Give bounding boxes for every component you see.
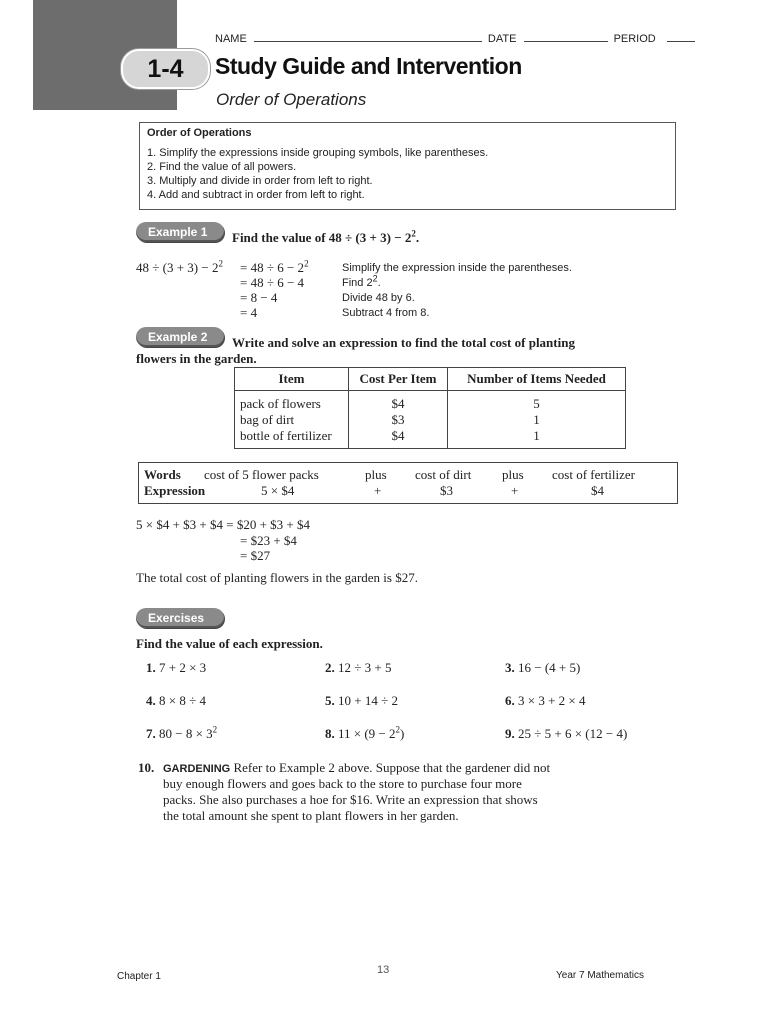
table-cell: $4 — [349, 428, 448, 449]
exercise-item: 7. $80 - 8 \times 3^2$ — [146, 724, 218, 741]
student-info-line — [215, 31, 695, 45]
exercise-item: 5. 10 + 14 ÷ 2 — [325, 693, 398, 708]
words-cell: cost of dirt — [415, 467, 472, 482]
example-1-step-lhs: $48 \div (3 + 3) - 2^2$ — [136, 258, 223, 275]
expression-cell: 5 × $4 — [261, 483, 295, 498]
rule-item: 2. Find the value of all powers. — [147, 161, 297, 173]
footer-chapter: Chapter 1 — [117, 971, 161, 982]
example-1-step: = 4 — [240, 305, 258, 320]
words-label: Words — [144, 467, 181, 482]
exercises-label: Exercises — [136, 608, 224, 628]
rule-item: 1. Simplify the expressions inside grouping symbols, like parentheses. — [147, 147, 489, 159]
exercise-item: 9. 25 ÷ 5 + 6 × (12 − 4) — [505, 726, 628, 741]
solution-line: = $23 + $4 — [240, 533, 297, 548]
example-1-note: Find $2^2$. — [342, 273, 381, 289]
rules-heading: Order of Operations — [147, 127, 252, 139]
exercise-item: 6. 3 × 3 + 2 × 4 — [505, 693, 586, 708]
expression-cell: + — [374, 483, 382, 498]
table-cell: pack of flowers — [235, 391, 349, 413]
table-cell: 1 — [448, 412, 626, 428]
table-row — [235, 428, 626, 449]
expression-cell: $4 — [591, 483, 604, 498]
rules-box — [139, 122, 676, 210]
solution-line: = $27 — [240, 548, 271, 563]
exercise-10-number: 10. — [138, 760, 155, 775]
period-label: PERIOD — [613, 33, 656, 45]
footer-course: Year 7 Mathematics — [556, 970, 645, 981]
date-label: DATE — [487, 33, 517, 45]
words-expression-box — [138, 462, 678, 504]
example-1-prompt: Find the value of $48 \div (3 + 3) - 2^2$. — [232, 228, 420, 245]
exercise-item: 4. 8 × 8 ÷ 4 — [146, 693, 206, 708]
conclusion-text: The total cost of planting flowers in the garden is $27. — [136, 570, 418, 585]
period-blank — [667, 31, 695, 42]
exercise-item: 2. 12 ÷ 3 + 5 — [325, 660, 392, 675]
table-row — [235, 391, 626, 413]
example-1-label: Example 1 — [136, 222, 224, 242]
exercise-10-line1: GARDENING Refer to Example 2 above. Suppose that the gardener did not — [163, 760, 551, 775]
lesson-number-badge: 1-4 — [121, 49, 210, 89]
example-1-step: = 8 − 4 — [240, 290, 278, 305]
exercise-10-line2: buy enough flowers and goes back to the store to purchase four more — [163, 776, 522, 791]
expression-cell: $3 — [440, 483, 453, 498]
table-cell: 1 — [448, 428, 626, 449]
example-1-note: Divide 48 by 6. — [342, 292, 415, 304]
example-1-note: Subtract 4 from 8. — [342, 307, 430, 319]
cost-table — [234, 367, 626, 449]
page-subtitle: Order of Operations — [216, 90, 367, 109]
name-blank — [254, 31, 482, 42]
words-cell: cost of fertilizer — [552, 467, 636, 482]
rule-item: 4. Add and subtract in order from left to right. — [147, 189, 365, 201]
table-cell: $3 — [349, 412, 448, 428]
table-header: Cost Per Item — [349, 368, 448, 391]
table-cell: bottle of fertilizer — [235, 428, 349, 449]
words-cell: plus — [365, 467, 387, 482]
expression-cell: + — [511, 483, 519, 498]
rule-item: 3. Multiply and divide in order from left to right. — [147, 175, 373, 187]
name-label: NAME — [215, 33, 247, 45]
example-2-prompt-line2: flowers in the garden. — [136, 351, 257, 366]
table-header: Number of Items Needed — [448, 368, 626, 391]
exercise-10-tag: GARDENING — [163, 763, 231, 775]
table-cell: $4 — [349, 391, 448, 413]
table-header: Item — [235, 368, 349, 391]
exercise-10-line3: packs. She also purchases a hoe for $16. Write an expression that shows — [163, 792, 538, 807]
exercise-item: 8. $11 \times (9 - 2^2)$ — [325, 724, 405, 741]
table-header-row — [235, 368, 626, 391]
solution-line: 5 × $4 + $3 + $4 = $20 + $3 + $4 — [136, 517, 310, 532]
example-1-step: = 48 ÷ 6 − 4 — [240, 275, 305, 290]
example-2-prompt-line1: Write and solve an expression to find the total cost of planting — [232, 335, 575, 350]
page-number: 13 — [377, 964, 390, 976]
example-2-label: Example 2 — [136, 327, 224, 347]
words-cell: cost of 5 flower packs — [204, 467, 319, 482]
table-cell: 5 — [448, 391, 626, 413]
page-title: Study Guide and Intervention — [215, 53, 522, 79]
exercises-instruction: Find the value of each expression. — [136, 636, 323, 651]
table-row — [235, 412, 626, 428]
example-1-step: = $48 \div 6 - 2^2$ — [240, 258, 309, 275]
table-cell: bag of dirt — [235, 412, 349, 428]
exercise-10-line4: the total amount she spent to plant flowers in her garden. — [163, 808, 459, 823]
example-1-note: Simplify the expression inside the parentheses. — [342, 262, 572, 274]
expression-label: Expression — [144, 483, 206, 498]
exercise-item: 1. 7 + 2 × 3 — [146, 660, 207, 675]
exercise-item: 3. 16 − (4 + 5) — [505, 660, 581, 675]
date-blank — [524, 31, 608, 42]
words-cell: plus — [502, 467, 524, 482]
